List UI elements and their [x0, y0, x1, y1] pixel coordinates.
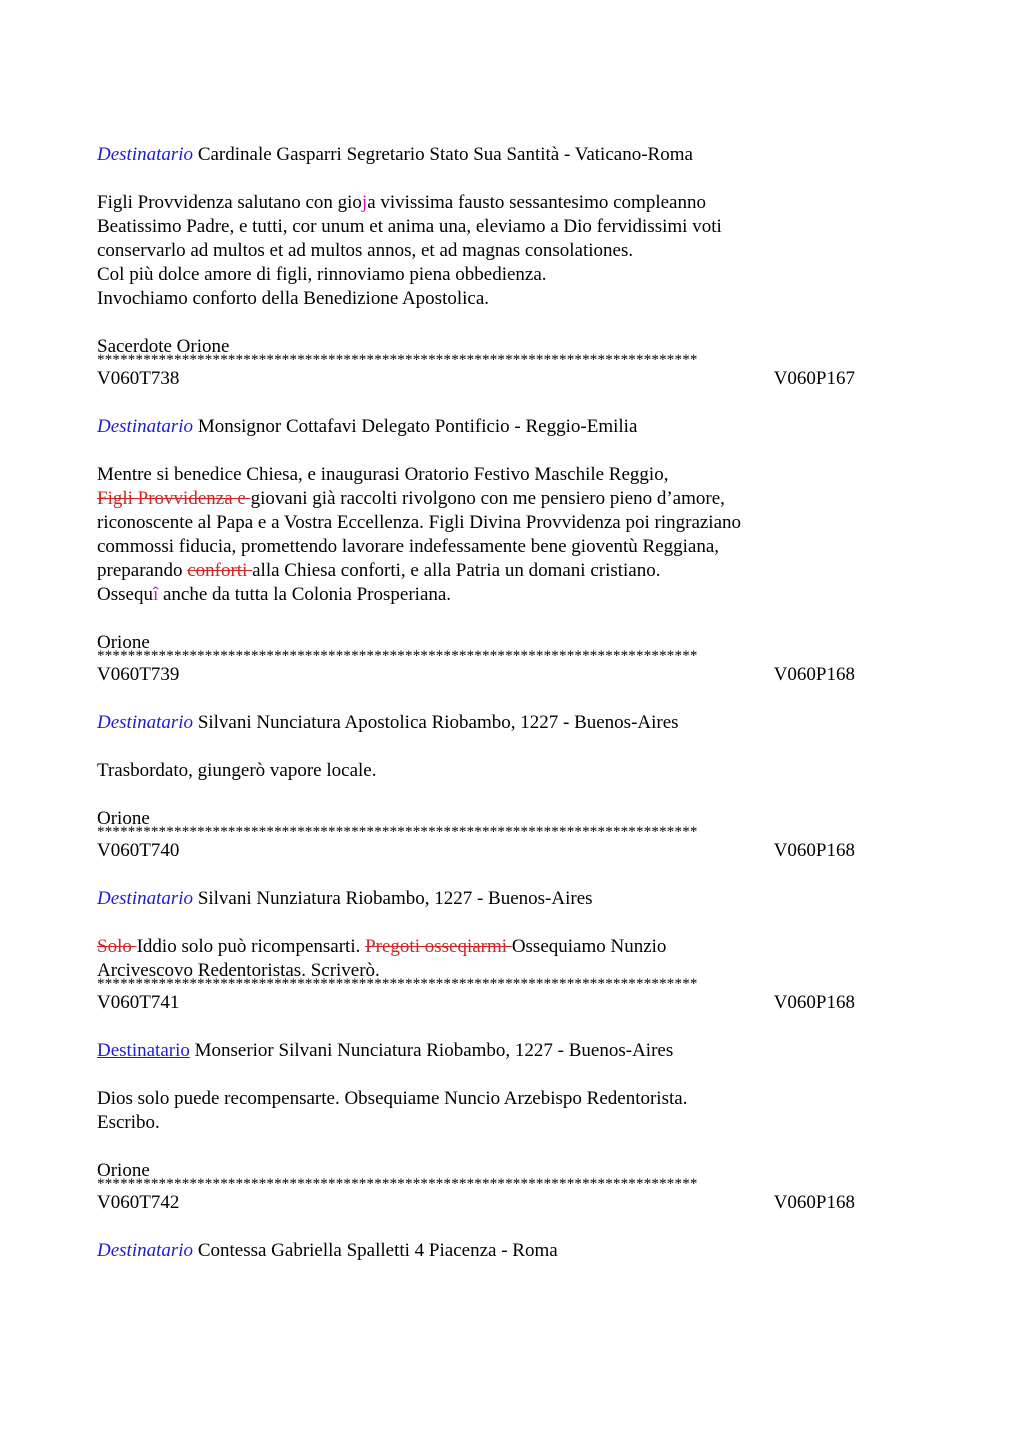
recipient-name: Silvani Nunciatura Apostolica Riobambo, 1227 - Buenos-Aires [197, 712, 679, 733]
recipient-line [97, 711, 927, 735]
body-line [97, 935, 927, 959]
body-line: Mentre si benedice Chiesa, e inaugurasi Oratorio Festivo Maschile Reggio, [97, 464, 669, 485]
body-line: Col più dolce amore di figli, rinnoviamo piena obbedienza. [97, 264, 547, 285]
signature: Orione [97, 808, 150, 829]
page-ref: V060P168 [773, 840, 855, 861]
deleted-text: Solo [97, 936, 137, 957]
body-text: preparando [97, 560, 188, 581]
signature: Sacerdote Orione [97, 336, 230, 357]
body-line [97, 583, 927, 607]
destinatario-label: Destinatario [97, 144, 194, 165]
record-id: V060T739 [97, 664, 180, 685]
separator-stars: ****************************************************************************** [97, 353, 698, 367]
page-ref: V060P167 [773, 368, 855, 389]
body-line: Arcivescovo Redentoristas. Scriverò. [97, 960, 380, 981]
record-id: V060T738 [97, 368, 180, 389]
deleted-text: conforti [187, 560, 253, 581]
body-line [97, 487, 927, 511]
deleted-text: Figli Provvidenza e [97, 488, 251, 509]
destinatario-label: Destinatario [97, 888, 194, 909]
deleted-text: Pregoti osseqiarmi [365, 936, 512, 957]
body-text: Figli Provvidenza salutano con gio [97, 192, 362, 213]
destinatario-label: Destinatario [97, 712, 194, 733]
recipient-line [97, 143, 927, 167]
recipient-line [97, 887, 927, 911]
page-ref: V060P168 [773, 1192, 855, 1213]
recipient-name: Cardinale Gasparri Segretario Stato Sua Santità - Vaticano-Roma [197, 144, 693, 165]
recipient-name: Monserior Silvani Nunciatura Riobambo, 1227 - Buenos-Aires [194, 1040, 674, 1061]
document-page [97, 143, 927, 1263]
record-id: V060T741 [97, 992, 180, 1013]
recipient-name: Contessa Gabriella Spalletti 4 Piacenza - Roma [197, 1240, 558, 1261]
body-line [97, 559, 927, 583]
destinatario-label: Destinatario [97, 1040, 190, 1061]
separator-stars: ****************************************************************************** [97, 825, 698, 839]
separator-stars: ****************************************************************************** [97, 977, 698, 991]
recipient-line [97, 415, 927, 439]
body-text: a vivissima fausto sessantesimo compleanno [367, 192, 706, 213]
record-id-row [97, 367, 855, 391]
body-line: Dios solo puede recompensarte. Obsequiame Nuncio Arzebispo Redentorista. [97, 1088, 688, 1109]
recipient-line [97, 1039, 927, 1063]
page-ref: V060P168 [773, 992, 855, 1013]
body-text: Iddio solo può ricompensarti. [136, 936, 366, 957]
signature: Orione [97, 1160, 150, 1181]
separator-stars: ****************************************************************************** [97, 1177, 698, 1191]
separator-stars: ****************************************************************************** [97, 649, 698, 663]
recipient-name: Silvani Nunziatura Riobambo, 1227 - Buenos-Aires [197, 888, 593, 909]
destinatario-label: Destinatario [97, 416, 194, 437]
body-text: alla Chiesa conforti, e alla Patria un domani cristiano. [252, 560, 661, 581]
recipient-name: Monsignor Cottafavi Delegato Pontificio - Reggio-Emilia [197, 416, 638, 437]
signature: Orione [97, 632, 150, 653]
record-id-row [97, 1191, 855, 1215]
body-text: Ossequiamo Nunzio [511, 936, 667, 957]
body-line: Escribo. [97, 1112, 160, 1133]
body-line: Trasbordato, giungerò vapore locale. [97, 760, 377, 781]
recipient-line [97, 1239, 927, 1263]
body-text: Ossequ [97, 584, 153, 605]
destinatario-label: Destinatario [97, 1240, 194, 1261]
record-id: V060T742 [97, 1192, 180, 1213]
body-line: riconoscente al Papa e a Vostra Eccellenza. Figli Divina Provvidenza poi ringraziano [97, 512, 742, 533]
inserted-text: î [152, 584, 159, 605]
body-line: Beatissimo Padre, e tutti, cor unum et anima una, eleviamo a Dio fervidissimi voti [97, 216, 722, 237]
body-line: commossi fiducia, promettendo lavorare indefessamente bene gioventù Reggiana, [97, 536, 720, 557]
body-text: anche da tutta la Colonia Prosperiana. [158, 584, 452, 605]
body-line [97, 191, 927, 215]
page-ref: V060P168 [773, 664, 855, 685]
record-id-row [97, 663, 855, 687]
record-id: V060T740 [97, 840, 180, 861]
body-text: giovani già raccolti rivolgono con me pensiero pieno d’amore, [250, 488, 725, 509]
body-line: conservarlo ad multos et ad multos annos, et ad magnas consolationes. [97, 240, 634, 261]
record-id-row [97, 839, 855, 863]
record-id-row [97, 991, 855, 1015]
body-line: Invochiamo conforto della Benedizione Apostolica. [97, 288, 490, 309]
inserted-text: j [361, 192, 368, 213]
